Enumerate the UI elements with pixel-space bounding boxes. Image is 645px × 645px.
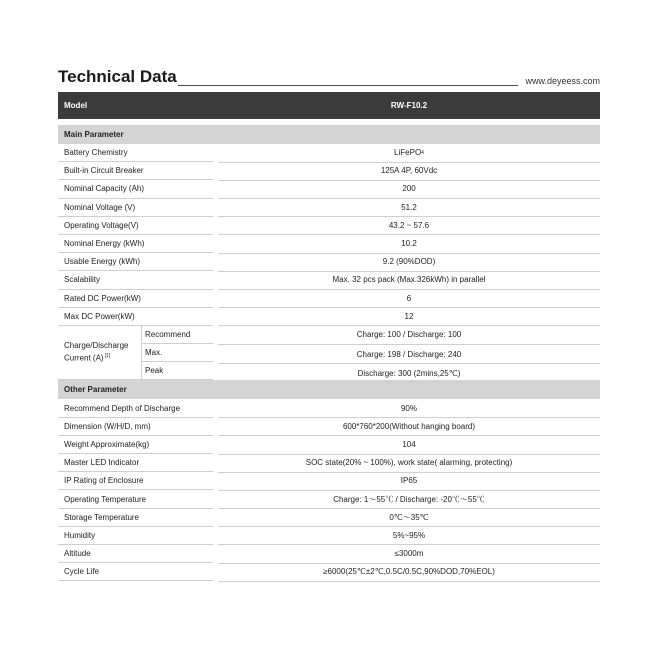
row-value: 600*760*200(Without hanging board) <box>218 417 600 436</box>
table-row <box>58 436 600 454</box>
row-value: 90% <box>218 399 600 418</box>
row-label: Recommend Depth of Discharge <box>58 399 213 417</box>
group-label <box>58 326 141 381</box>
table-row <box>58 454 600 472</box>
table-row <box>58 199 600 217</box>
page-title: Technical Data <box>58 67 177 86</box>
row-label: Operating Temperature <box>58 490 213 508</box>
row-value: 6 <box>218 289 600 308</box>
value-recommend: Charge: 100 / Discharge: 100 <box>218 326 600 345</box>
footnote-marker: [1] <box>104 353 111 360</box>
row-value: 104 <box>218 435 600 454</box>
row-label: Altitude <box>58 545 213 563</box>
table-row <box>58 399 600 417</box>
table-row <box>58 162 600 180</box>
value-max: Charge: 198 / Discharge: 240 <box>218 345 600 364</box>
row-value: 5%~95% <box>218 526 600 545</box>
group-sublabels <box>141 326 213 381</box>
row-label: Rated DC Power(kW) <box>58 290 213 308</box>
row-value: 9.2 (90%DOD) <box>218 253 600 272</box>
row-label: Nominal Energy (kWh) <box>58 235 213 253</box>
row-value: 12 <box>218 307 600 326</box>
row-label: Usable Energy (kWh) <box>58 253 213 271</box>
table-row <box>58 472 600 490</box>
row-value: 200 <box>218 180 600 199</box>
table-row <box>58 144 600 162</box>
sublabel-peak: Peak <box>141 362 213 380</box>
row-value: 10.2 <box>218 234 600 253</box>
table-row <box>58 418 600 436</box>
row-value: ≤3000m <box>218 544 600 563</box>
website-url[interactable]: www.deyeess.com <box>525 76 600 86</box>
other-parameter-rows <box>58 399 600 581</box>
row-label: Max DC Power(kW) <box>58 308 213 326</box>
row-label: Humidity <box>58 527 213 545</box>
row-value: ≥6000(25℃±2℃,0.5C/0.5C,90%DOD,70%EOL) <box>218 563 600 582</box>
spec-table <box>58 92 600 581</box>
row-label: Nominal Capacity (Ah) <box>58 180 213 198</box>
model-value: RW-F10.2 <box>390 101 428 110</box>
value-peak: Discharge: 300 (2mins,25℃) <box>218 364 600 383</box>
row-label: Master LED Indicator <box>58 454 213 472</box>
group-label-text: Charge/Discharge Current (A) <box>64 341 129 363</box>
model-label: Model <box>64 101 88 110</box>
table-row <box>58 235 600 253</box>
table-row <box>58 290 600 308</box>
table-row <box>58 490 600 508</box>
row-label: Storage Temperature <box>58 509 213 527</box>
table-row <box>58 271 600 289</box>
row-label: Built-in Circuit Breaker <box>58 162 213 180</box>
group-values <box>218 326 600 381</box>
table-row <box>58 217 600 235</box>
row-label: Operating Voltage(V) <box>58 217 213 235</box>
row-value: 43.2 ~ 57.6 <box>218 216 600 235</box>
sublabel-max: Max. <box>141 344 213 362</box>
table-row <box>58 563 600 581</box>
row-label: Weight Approximate(kg) <box>58 436 213 454</box>
charge-discharge-group <box>58 326 600 381</box>
page-header <box>58 66 600 90</box>
row-value: SOC state(20% ~ 100%), work state( alarming, protecting) <box>218 454 600 473</box>
row-label: Nominal Voltage (V) <box>58 199 213 217</box>
sublabel-recommend: Recommend <box>141 326 213 344</box>
main-parameter-rows <box>58 144 600 326</box>
table-row <box>58 545 600 563</box>
row-label: Scalability <box>58 271 213 289</box>
row-label: Dimension (W/H/D, mm) <box>58 418 213 436</box>
row-value: 0℃～35℃ <box>218 508 600 527</box>
table-row <box>58 509 600 527</box>
row-label: Cycle Life <box>58 563 213 581</box>
row-value <box>218 144 600 163</box>
row-value: 51.2 <box>218 198 600 217</box>
table-row <box>58 253 600 271</box>
section-other-parameter: Other Parameter <box>58 380 600 399</box>
row-value: 125A 4P, 60Vdc <box>218 162 600 181</box>
model-row <box>58 92 600 119</box>
table-row <box>58 180 600 198</box>
title-divider <box>178 85 518 86</box>
table-row <box>58 527 600 545</box>
table-row <box>58 308 600 326</box>
row-label: Battery Chemistry <box>58 144 213 162</box>
section-main-parameter: Main Parameter <box>58 125 600 144</box>
row-value: Charge: 1～55℃ / Discharge: -20℃～55℃ <box>218 490 600 509</box>
row-value: Max. 32 pcs pack (Max.326kWh) in parallel <box>218 271 600 290</box>
row-value: IP65 <box>218 472 600 491</box>
row-value-subscript: 4 <box>421 149 424 156</box>
row-label: IP Rating of Enclosure <box>58 472 213 490</box>
row-value-main: LiFePO <box>394 148 422 158</box>
